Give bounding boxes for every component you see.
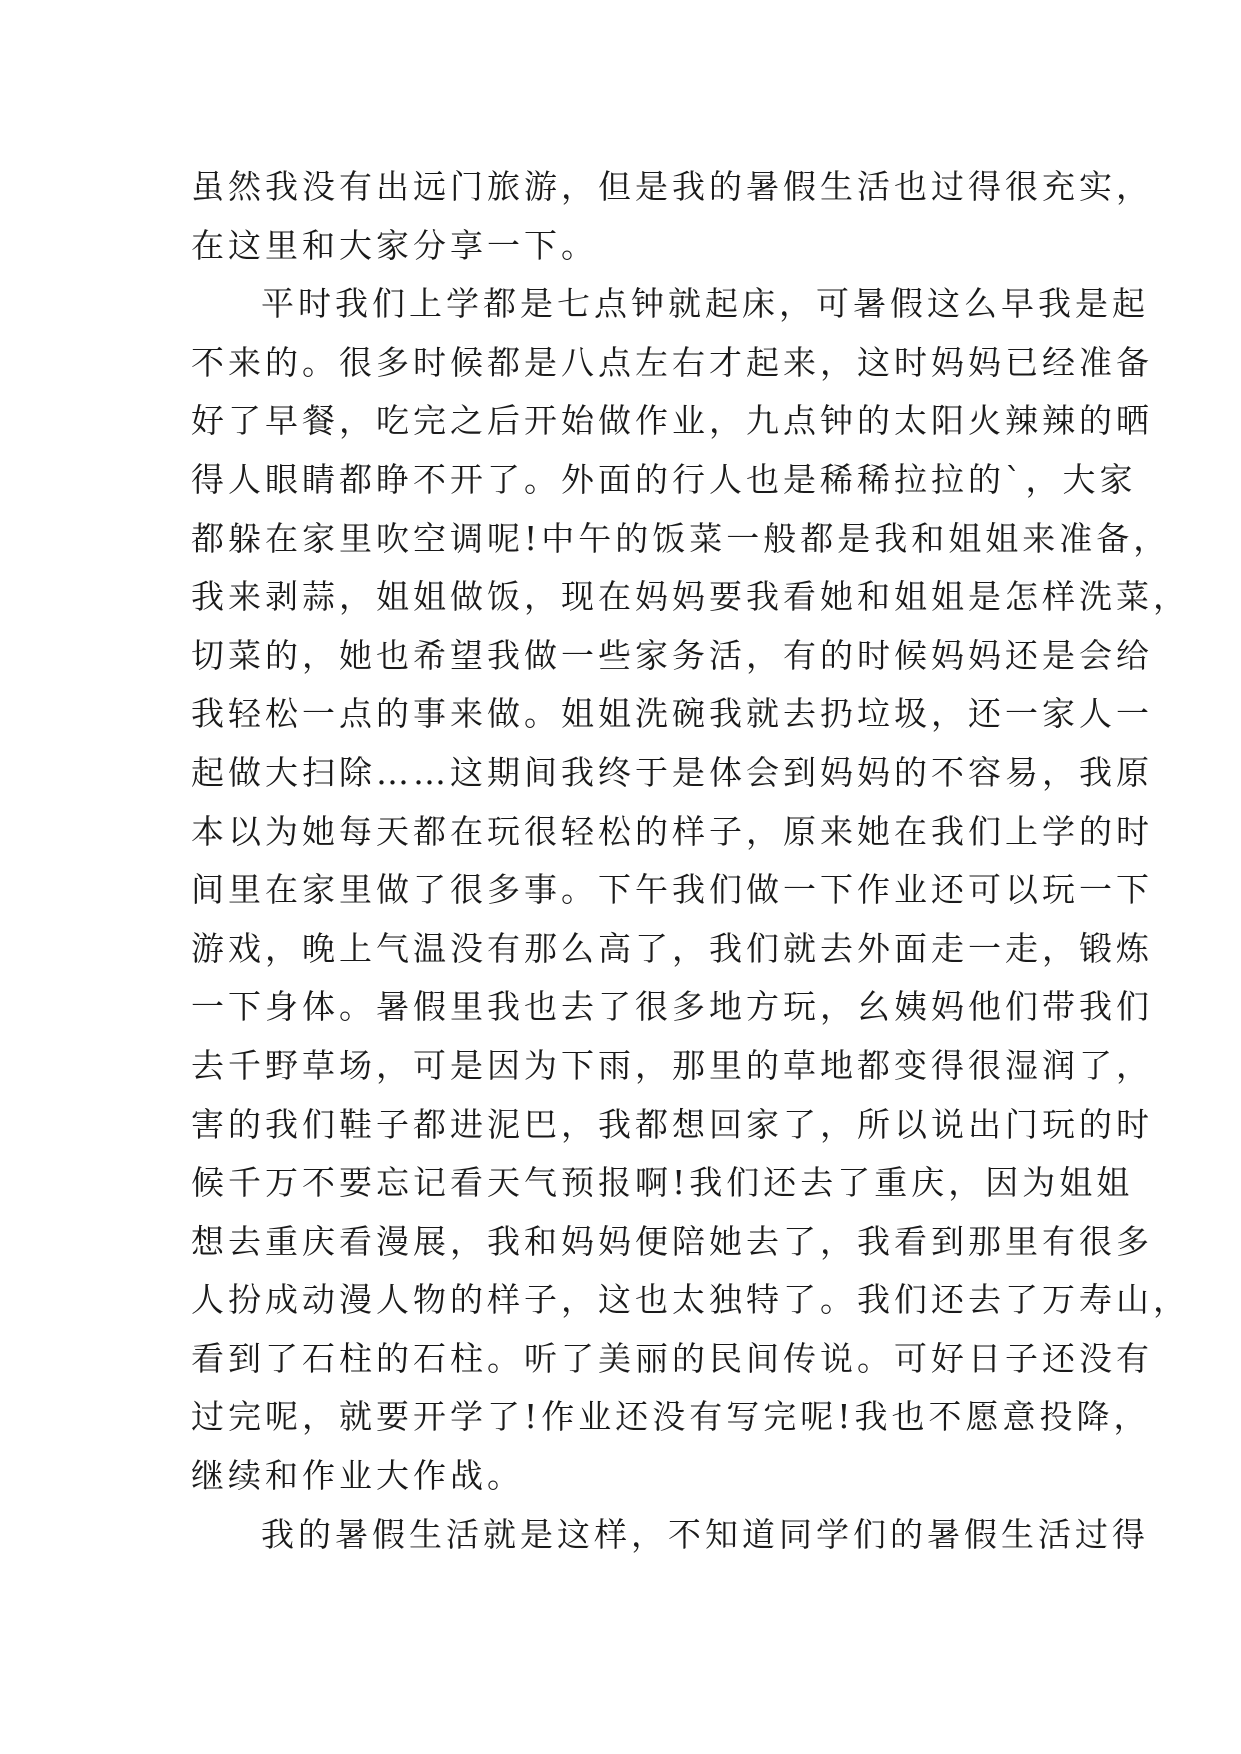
text-line: 起做大扫除……这期间我终于是体会到妈妈的不容易，我原 xyxy=(191,752,1153,792)
text-line: 继续和作业大作战。 xyxy=(191,1456,524,1496)
text-line: 我来剥蒜，姐姐做饭，现在妈妈要我看她和姐姐是怎样洗菜， xyxy=(191,577,1190,617)
text-line: 好了早餐，吃完之后开始做作业，九点钟的太阳火辣辣的晒 xyxy=(191,401,1153,441)
text-line: 看到了石柱的石柱。听了美丽的民间传说。可好日子还没有 xyxy=(191,1338,1153,1378)
text-line: 间里在家里做了很多事。下午我们做一下作业还可以玩一下 xyxy=(191,870,1153,910)
text-line: 虽然我没有出远门旅游，但是我的暑假生活也过得很充实， xyxy=(191,167,1153,206)
text-line: 去千野草场，可是因为下雨，那里的草地都变得很湿润了， xyxy=(191,1045,1153,1085)
paragraph-start-line: 我的暑假生活就是这样，不知道同学们的暑假生活过得 xyxy=(261,1514,1149,1554)
text-line: 游戏，晚上气温没有那么高了，我们就去外面走一走，锻炼 xyxy=(191,928,1153,968)
text-line: 一下身体。暑假里我也去了很多地方玩，幺姨妈他们带我们 xyxy=(191,987,1153,1027)
text-line: 切菜的，她也希望我做一些家务活，有的时候妈妈还是会给 xyxy=(191,635,1153,675)
text-line: 候千万不要忘记看天气预报啊!我们还去了重庆，因为姐姐 xyxy=(191,1163,1134,1203)
text-line: 我轻松一点的事来做。姐姐洗碗我就去扔垃圾，还一家人一 xyxy=(191,694,1153,734)
text-line: 过完呢，就要开学了!作业还没有写完呢!我也不愿意投降， xyxy=(191,1397,1151,1437)
text-line: 想去重庆看漫展，我和妈妈便陪她去了，我看到那里有很多 xyxy=(191,1221,1153,1261)
essay-body xyxy=(191,158,1190,1564)
text-line: 不来的。很多时候都是八点左右才起来，这时妈妈已经准备 xyxy=(191,342,1153,382)
paragraph-start-line: 平时我们上学都是七点钟就起床，可暑假这么早我是起 xyxy=(261,284,1149,324)
text-line: 在这里和大家分享一下。 xyxy=(191,225,598,265)
text-line: 都躲在家里吹空调呢!中午的饭菜一般都是我和姐姐来准备， xyxy=(191,518,1171,558)
text-line: 本以为她每天都在玩很轻松的样子，原来她在我们上学的时 xyxy=(191,811,1153,851)
text-line: 得人眼睛都睁不开了。外面的行人也是稀稀拉拉的`，大家 xyxy=(191,459,1137,499)
text-line: 人扮成动漫人物的样子，这也太独特了。我们还去了万寿山， xyxy=(191,1280,1190,1320)
text-line: 害的我们鞋子都进泥巴，我都想回家了，所以说出门玩的时 xyxy=(191,1104,1153,1144)
